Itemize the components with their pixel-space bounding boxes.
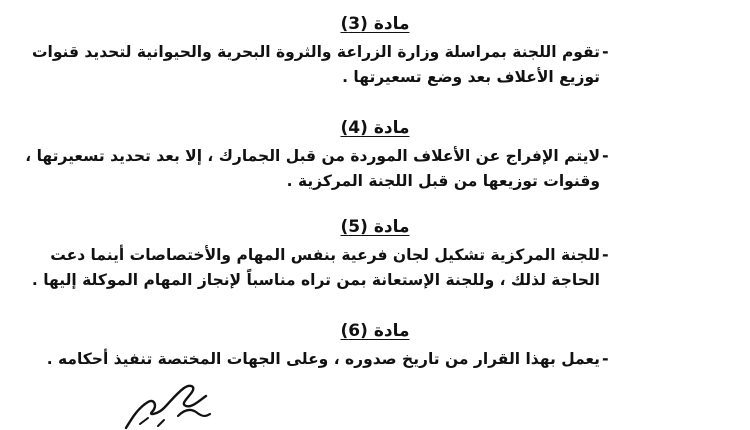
article-4-line-2: وقنوات توزيعها من قبل اللجنة المركزية . (286, 172, 600, 190)
article-6-title: مادة (6) (340, 321, 410, 341)
article-3-bullet: - (602, 42, 609, 61)
article-3-body (31, 40, 600, 90)
article-5-line-1: للجنة المركزية تشكيل لجان فرعية بنفس المهام والأختصاصات أينما دعت (50, 246, 600, 264)
article-5-body (31, 243, 600, 293)
article-6-body (46, 347, 600, 372)
article-6-bullet: - (602, 349, 609, 368)
article-5-bullet: - (602, 245, 609, 264)
article-3-title: مادة (3) (340, 14, 410, 34)
article-5-title: مادة (5) (340, 217, 410, 237)
signature-image (118, 378, 228, 430)
article-4-line-1: لايتم الإفراج عن الأعلاف الموردة من قبل الجمارك ، إلا بعد تحديد تسعيرتها ، (25, 147, 600, 165)
article-6-line-1: يعمل بهذا القرار من تاريخ صدوره ، وعلى الجهات المختصة تنفيذ أحكامه . (46, 350, 600, 368)
article-3-line-1: تقوم اللجنة بمراسلة وزارة الزراعة والثروة البحرية والحيوانية لتحديد قنوات (31, 43, 600, 61)
article-4-body (25, 144, 600, 194)
article-4-bullet: - (602, 146, 609, 165)
article-3-line-2: توزيع الأعلاف بعد وضع تسعيرتها . (342, 68, 600, 86)
article-4-title: مادة (4) (340, 118, 410, 138)
article-5-line-2: الحاجة لذلك ، وللجنة الإستعانة بمن تراه مناسباً لإنجاز المهام الموكلة إليها . (31, 271, 600, 289)
